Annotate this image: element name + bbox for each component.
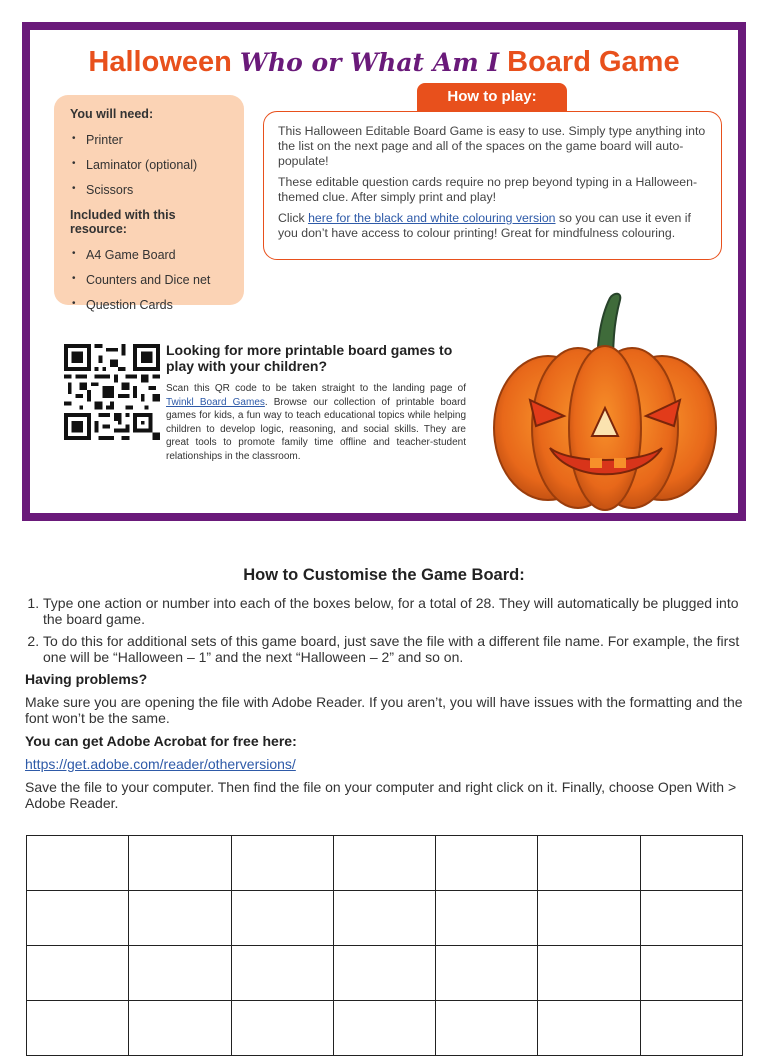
entry-cell[interactable]: [640, 946, 742, 1001]
entry-cell[interactable]: [640, 891, 742, 946]
entry-cell[interactable]: [333, 946, 435, 1001]
how-to-play-p3-pre: Click: [278, 211, 309, 225]
need-item: • Laminator (optional): [70, 158, 228, 172]
need-item: • Scissors: [70, 183, 228, 197]
more-games-heading: Looking for more printable board games to play with your children?: [166, 342, 453, 374]
entry-cell[interactable]: [538, 946, 640, 1001]
game-board-entry-grid: [26, 835, 743, 1056]
qr-code-icon: [64, 344, 160, 440]
how-to-play-p1: This Halloween Editable Board Game is easy to use. Simply type anything into the list on the next page and all of the spaces on the game board will auto-populate!: [278, 124, 706, 168]
twinkl-board-games-link[interactable]: Twinkl Board Games: [166, 396, 265, 408]
acrobat-heading: You can get Adobe Acrobat for free here:: [25, 733, 297, 749]
how-to-play-box: [263, 111, 722, 260]
entry-cell[interactable]: [129, 836, 231, 891]
how-to-play-p3: [278, 211, 707, 241]
title-board-game: Board Game: [507, 46, 680, 78]
entry-cell[interactable]: [27, 836, 129, 891]
entry-cell[interactable]: [27, 1001, 129, 1056]
table-row: [27, 891, 743, 946]
customise-heading: How to Customise the Game Board:: [243, 566, 525, 584]
included-item: • Question Cards: [70, 298, 228, 312]
entry-cell[interactable]: [231, 836, 333, 891]
entry-cell[interactable]: [538, 1001, 640, 1056]
problems-heading: Having problems?: [25, 671, 148, 687]
included-list: [70, 248, 228, 312]
colouring-version-link[interactable]: here for the black and white colouring version: [308, 211, 556, 225]
page-title: [30, 46, 738, 79]
customise-step: 1. Type one action or number into each of the boxes below, for a total of 28. They will automatically be plugged into the board game.: [43, 595, 743, 627]
included-item: • A4 Game Board: [70, 248, 228, 262]
customise-step: 2. To do this for additional sets of this game board, just save the file with a different file name. For example, the first one will be “Halloween – 1” and the next “Halloween – 2” and so on.: [43, 633, 743, 665]
title-who-or-what: Who or What Am I: [239, 48, 500, 77]
entry-cell[interactable]: [436, 946, 538, 1001]
customise-steps: [25, 595, 743, 665]
entry-cell[interactable]: [436, 1001, 538, 1056]
how-to-play-p2: These editable question cards require no prep beyond typing in a Halloween-themed clue. After simply print and play!: [278, 175, 698, 204]
entry-cell[interactable]: [231, 946, 333, 1001]
you-will-need-box: [54, 95, 244, 312]
table-row: [27, 836, 743, 891]
included-heading: Included with this resource:: [70, 208, 176, 236]
entry-cell[interactable]: [231, 1001, 333, 1056]
entry-cell[interactable]: [27, 946, 129, 1001]
included-item: • Counters and Dice net: [70, 273, 228, 287]
more-games-section: [166, 342, 466, 463]
table-row: [27, 946, 743, 1001]
title-halloween: Halloween: [88, 46, 232, 78]
problems-text: Make sure you are opening the file with Adobe Reader. If you aren’t, you will have issues with the formatting and the font won’t be the same.: [25, 694, 743, 726]
jack-o-lantern-icon: [490, 278, 720, 513]
more-games-text: [166, 382, 466, 463]
customise-section: [25, 566, 743, 818]
need-item: • Printer: [70, 133, 228, 147]
entry-cell[interactable]: [640, 836, 742, 891]
entry-cell[interactable]: [333, 1001, 435, 1056]
entry-cell[interactable]: [333, 836, 435, 891]
entry-cell[interactable]: [436, 836, 538, 891]
more-games-text-pre: Scan this QR code to be taken straight to the landing page of: [166, 383, 466, 394]
you-will-need-list: [70, 133, 228, 197]
entry-cell[interactable]: [129, 891, 231, 946]
save-text: Save the file to your computer. Then find the file on your computer and right click on it. Finally, choose Open With > Adobe Reader.: [25, 779, 737, 811]
entry-cell[interactable]: [538, 891, 640, 946]
entry-cell[interactable]: [231, 891, 333, 946]
how-to-play-tab: How to play:: [417, 83, 567, 111]
entry-cell[interactable]: [27, 891, 129, 946]
more-games-text-post: . Browse our collection of printable board games for kids, a fun way to teach educational topics while helping children to develop logic, reasoning, and social skills. They are great tools to promote family time offline and teacher-student relationships in the classroom.: [166, 396, 466, 462]
entry-cell[interactable]: [129, 946, 231, 1001]
entry-cell[interactable]: [333, 891, 435, 946]
how-to-play-p3-post: so you can use it even if you don’t have access to colour printing! Great for mindfulness colouring.: [278, 211, 691, 240]
table-row: [27, 1001, 743, 1056]
info-panel: [22, 22, 746, 521]
entry-cell[interactable]: [538, 836, 640, 891]
entry-cell[interactable]: [436, 891, 538, 946]
entry-cell[interactable]: [640, 1001, 742, 1056]
you-will-need-heading: You will need:: [70, 107, 154, 121]
acrobat-url-link[interactable]: https://get.adobe.com/reader/otherversions/: [25, 756, 296, 772]
entry-cell[interactable]: [129, 1001, 231, 1056]
